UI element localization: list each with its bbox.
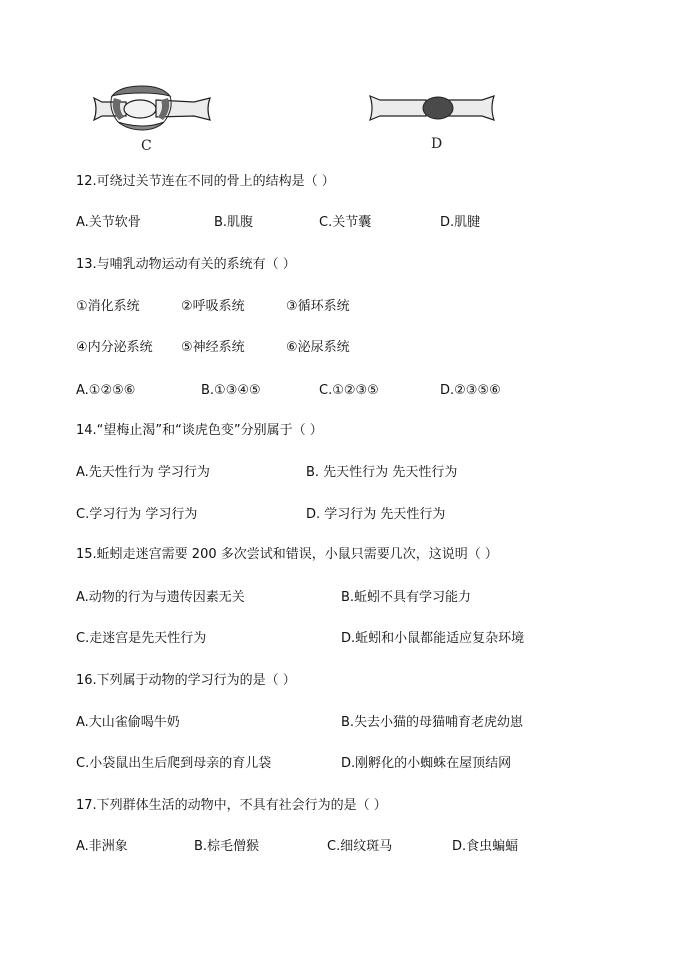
question-13-stem: 13.与哺乳动物运动有关的系统有（ ） bbox=[76, 257, 296, 272]
q13-option-a[interactable]: A.①②⑤⑥ bbox=[76, 383, 136, 398]
q14-option-c[interactable]: C.学习行为 学习行为 bbox=[76, 507, 198, 522]
q16-option-c[interactable]: C.小袋鼠出生后爬到母亲的育儿袋 bbox=[76, 756, 272, 771]
q16-option-a[interactable]: A.大山雀偷喝牛奶 bbox=[76, 715, 180, 730]
q13-item-5: ⑤神经系统 bbox=[181, 340, 245, 355]
q12-option-c[interactable]: C.关节囊 bbox=[319, 215, 372, 230]
q16-option-d[interactable]: D.刚孵化的小蜘蛛在屋顶结网 bbox=[341, 756, 512, 771]
q17-option-d[interactable]: D.食虫蝙蝠 bbox=[452, 839, 519, 854]
joint-figure-d bbox=[368, 90, 498, 126]
q13-option-b[interactable]: B.①③④⑤ bbox=[201, 383, 261, 398]
q13-item-6: ⑥泌尿系统 bbox=[286, 340, 350, 355]
question-17-stem: 17.下列群体生活的动物中，不具有社会行为的是（ ） bbox=[76, 798, 387, 813]
figure-c-label: C bbox=[141, 138, 152, 154]
q15-option-b[interactable]: B.蚯蚓不具有学习能力 bbox=[341, 590, 472, 605]
q13-item-4: ④内分泌系统 bbox=[76, 340, 153, 355]
figure-d-label: D bbox=[431, 136, 443, 152]
q15-option-a[interactable]: A.动物的行为与遗传因素无关 bbox=[76, 590, 245, 605]
q17-option-c[interactable]: C.细纹斑马 bbox=[327, 839, 393, 854]
q12-option-a[interactable]: A.关节软骨 bbox=[76, 215, 141, 230]
q13-option-c[interactable]: C.①②③⑤ bbox=[319, 383, 379, 398]
question-16-stem: 16.下列属于动物的学习行为的是（ ） bbox=[76, 673, 296, 688]
question-14-stem: 14.“望梅止渴”和“谈虎色变”分别属于（ ） bbox=[76, 423, 323, 438]
q14-option-a[interactable]: A.先天性行为 学习行为 bbox=[76, 465, 210, 480]
q13-item-3: ③循环系统 bbox=[286, 299, 350, 314]
q17-option-a[interactable]: A.非洲象 bbox=[76, 839, 128, 854]
q14-option-d[interactable]: D. 学习行为 先天性行为 bbox=[306, 507, 446, 522]
q13-item-2: ②呼吸系统 bbox=[181, 299, 245, 314]
q13-option-d[interactable]: D.②③⑤⑥ bbox=[440, 383, 501, 398]
q14-option-b[interactable]: B. 先天性行为 先天性行为 bbox=[306, 465, 458, 480]
q16-option-b[interactable]: B.失去小猫的母猫哺育老虎幼崽 bbox=[341, 715, 524, 730]
q15-option-d[interactable]: D.蚯蚓和小鼠都能适应复杂环境 bbox=[341, 631, 525, 646]
q17-option-b[interactable]: B.棕毛僧猴 bbox=[194, 839, 260, 854]
question-12-stem: 12.可绕过关节连在不同的骨上的结构是（ ） bbox=[76, 174, 335, 189]
q15-option-c[interactable]: C.走迷宫是先天性行为 bbox=[76, 631, 207, 646]
joint-figure-c bbox=[90, 84, 215, 134]
q12-option-d[interactable]: D.肌腱 bbox=[440, 215, 481, 230]
q13-item-1: ①消化系统 bbox=[76, 299, 140, 314]
question-15-stem: 15.蚯蚓走迷宫需要 200 多次尝试和错误，小鼠只需要几次，这说明（ ） bbox=[76, 547, 498, 562]
q12-option-b[interactable]: B.肌腹 bbox=[214, 215, 254, 230]
